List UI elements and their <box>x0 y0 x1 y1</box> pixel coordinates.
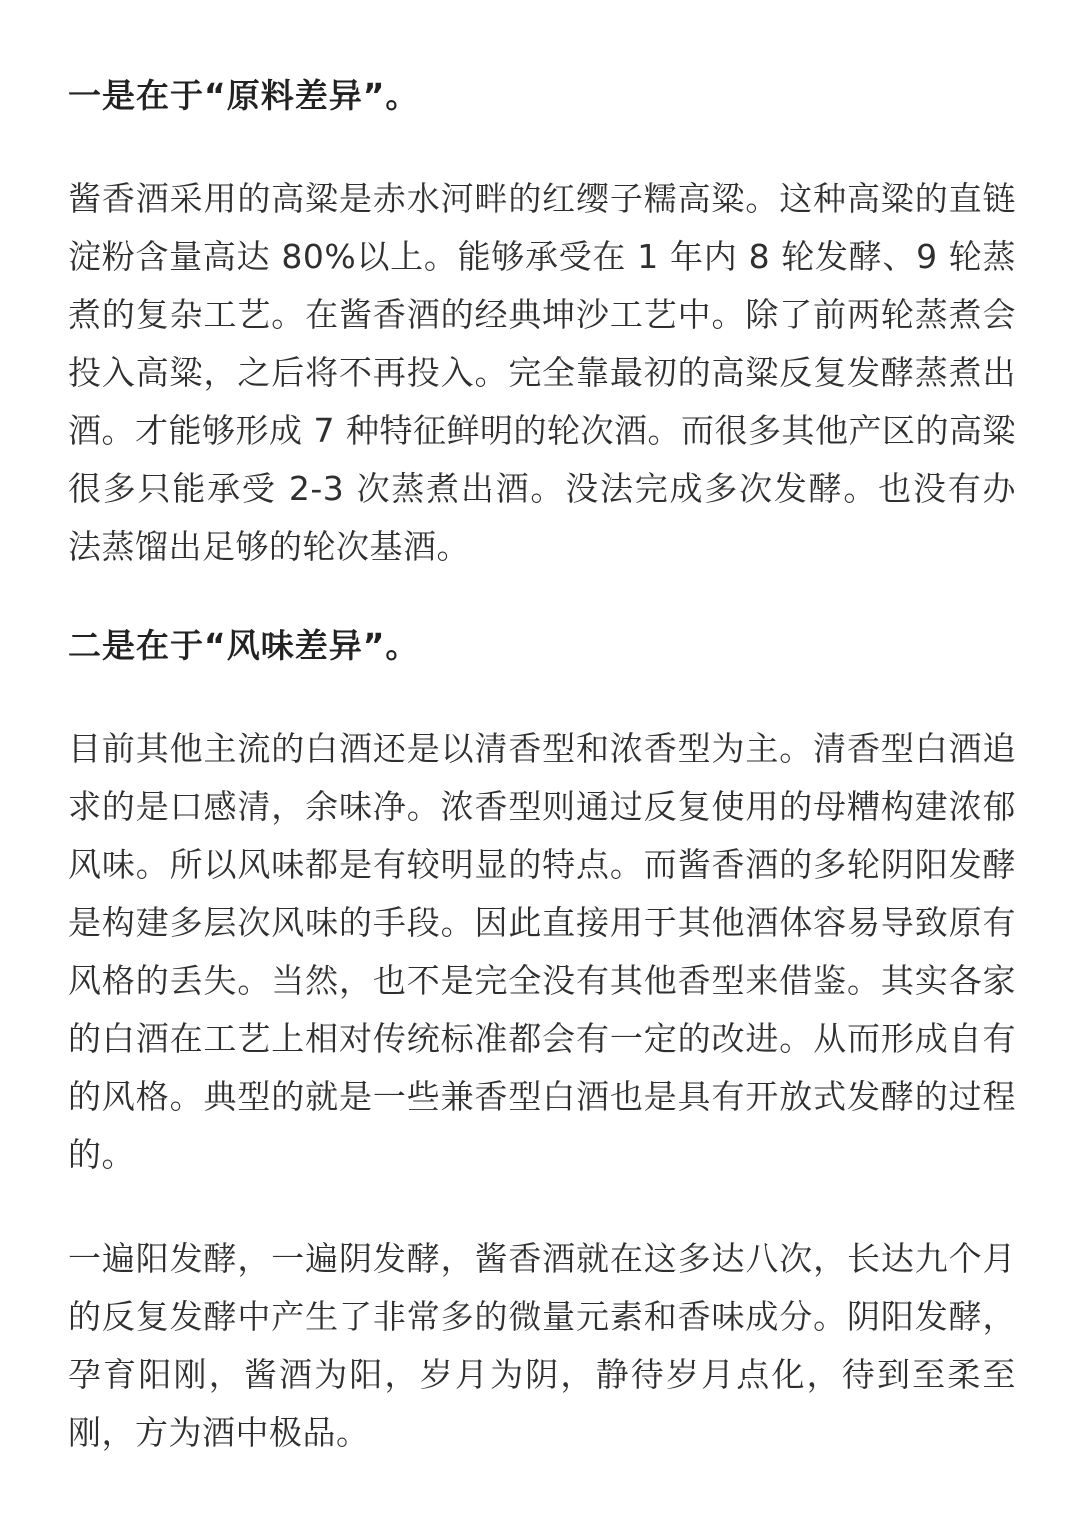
section-heading-flavor: 二是在于“风味差异”。 <box>68 626 420 665</box>
section-heading-raw-material: 一是在于“原料差异”。 <box>68 76 420 115</box>
paragraph-raw-material: 酱香酒采用的高粱是赤水河畔的红缨子糯高粱。这种高粱的直链淀粉含量高达 80%以上。能够承受在 1 年内 8 轮发酵、9 轮蒸煮的复杂工艺。在酱香酒的经典坤沙工艺中。除了前两轮蒸煮会投入高粱，之后将不再投入。完全靠最初的高粱反复发酵蒸煮出酒。才能够形成 7 种特征鲜明的轮次酒。而很多其他产区的高粱很多只能承受 2-3 次蒸煮出酒。没法完成多次发酵。也没有办法蒸馏出足够的轮次基酒。 <box>68 179 1016 566</box>
paragraph-flavor: 目前其他主流的白酒还是以清香型和浓香型为主。清香型白酒追求的是口感清，余味净。浓香型则通过反复使用的母糟构建浓郁风味。所以风味都是有较明显的特点。而酱香酒的多轮阴阳发酵是构建多层次风味的手段。因此直接用于其他酒体容易导致原有风格的丢失。当然，也不是完全没有其他香型来借鉴。其实各家的白酒在工艺上相对传统标准都会有一定的改进。从而形成自有的风格。典型的就是一些兼香型白酒也是具有开放式发酵的过程的。 <box>68 729 1016 1174</box>
paragraph-closing: 一遍阳发酵，一遍阴发酵，酱香酒就在这多达八次，长达九个月的反复发酵中产生了非常多的微量元素和香味成分。阴阳发酵，孕育阳刚，酱酒为阳，岁月为阴，静待岁月点化，待到至柔至刚，方为酒中极品。 <box>68 1239 1016 1452</box>
article-body <box>68 72 1016 1508</box>
